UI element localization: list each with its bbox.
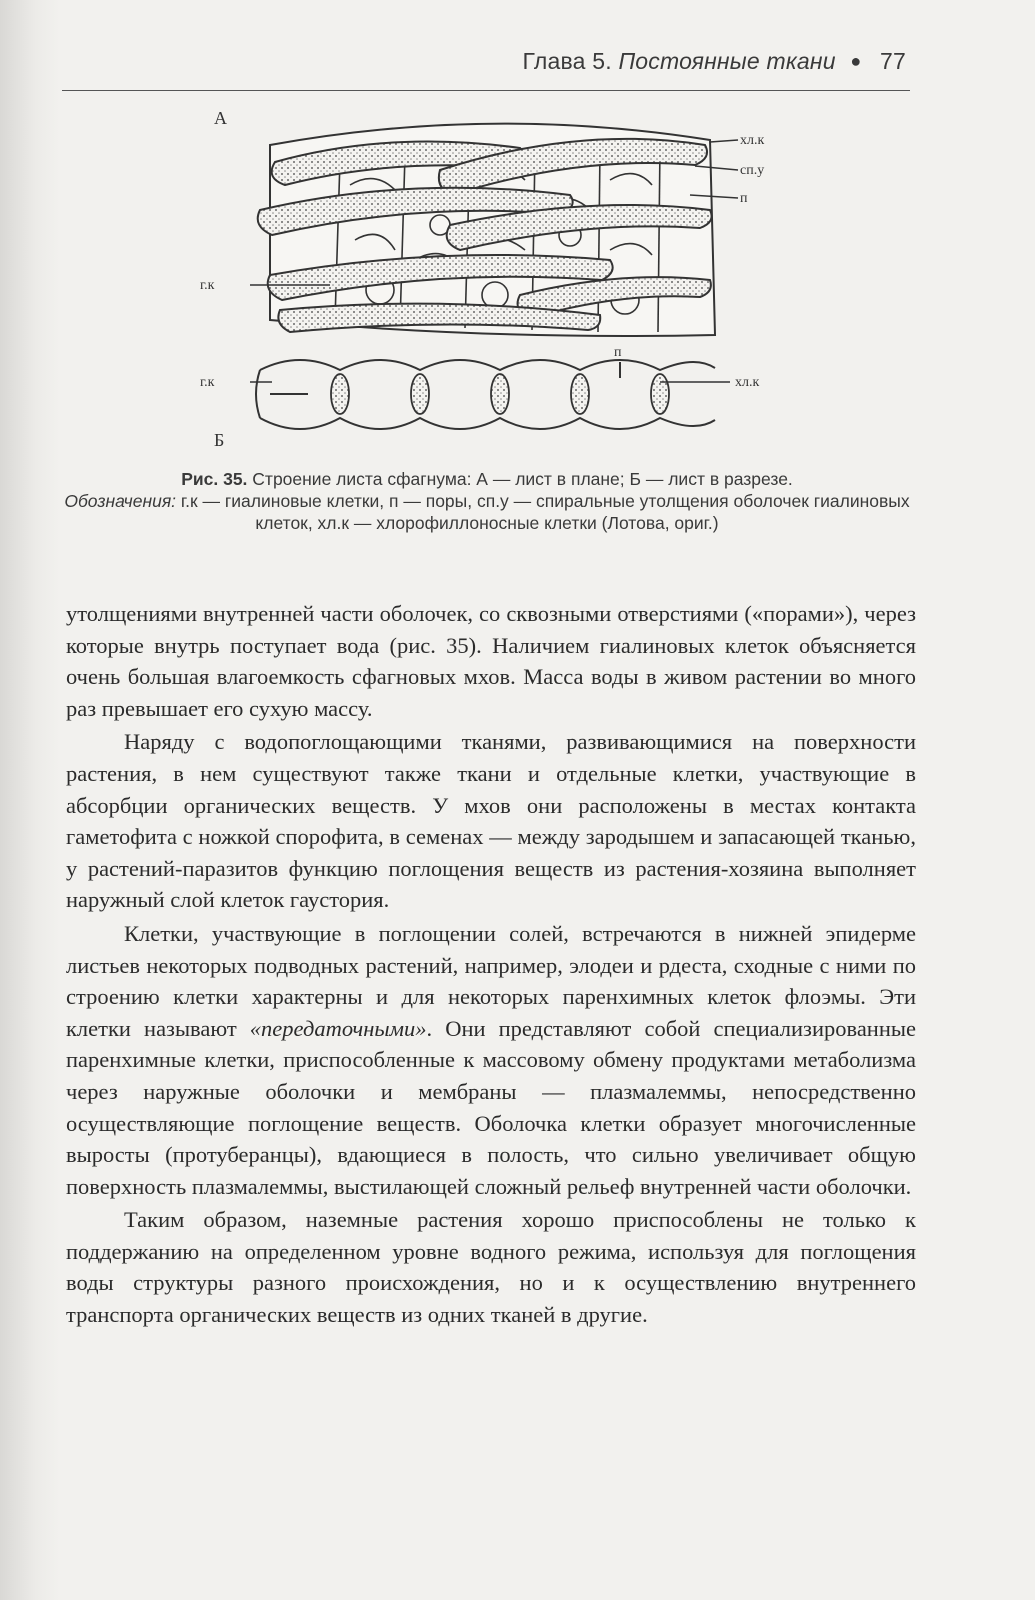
panel-b-label: Б: [214, 430, 225, 450]
callout-hlk-b: хл.к: [735, 375, 760, 390]
page-gutter-shadow: [0, 0, 60, 1600]
caption-legend-label: Обозначения:: [64, 491, 177, 511]
body-text: [66, 598, 916, 1331]
paragraph-transfer-cells-part1: Клетки, участвующие в поглощении солей, встречаются в нижней эпидерме листьев некоторых подводных растений, например, элодеи и рдеста, сходные с ними по строению клетки характерны и для некоторых паренхимных клеток флоэмы. Эти клетки называют: [66, 920, 916, 1041]
running-head: [523, 48, 906, 75]
paragraph-transfer-cells: [66, 918, 916, 1202]
callout-p-b: п: [614, 345, 622, 360]
bullet-separator: ●: [850, 51, 862, 71]
page-header: [62, 48, 910, 91]
page-number: 77: [880, 48, 906, 74]
paragraph-conclusion: Таким образом, наземные растения хорошо приспособлены не только к поддержанию на определенном уровне водного режима, используя для поглощения воды структуры разного происхождения, но и к осуществлению внутреннего транспорта органических веществ из одних тканей в другие.: [66, 1207, 916, 1328]
panel-b-cross-section: [256, 360, 715, 429]
callout-p-a: п: [740, 191, 748, 206]
paragraph-transfer-cells-part2: . Они представляют собой специализированные паренхимные клетки, приспособленные к массовому обмену продуктами метаболизма через наружные оболочки и мембраны — плазмалеммы, непосредственно осуществляющие поглощение веществ. Оболочка клетки образует многочисленные выросты (протуберанцы), вдающиеся в полость, что сильно увеличивает общую поверхность плазмалеммы, выстилающей сложный рельеф внутренней части оболочки.: [66, 1015, 916, 1199]
panel-a-plan-view: [258, 124, 715, 336]
caption-title-line: [62, 468, 912, 490]
paragraph-continued: утолщениями внутренней части оболочек, со сквозными отверстиями («порами»), через которые внутрь поступает вода (рис. 35). Наличием гиалиновых клеток объясняется очень большая влагоемкость сфагновых мхов. Масса воды в живом растении во много раз превышает его сухую массу.: [66, 601, 916, 721]
paragraph-absorption-tissues: Наряду с водопоглощающими тканями, развивающимися на поверхности растения, в нем существуют также ткани и отдельные клетки, участвующие в абсорбции органических веществ. У мхов они расположены в местах контакта гаметофита с ножкой спорофита, в семенах — между зародышем и запасающей тканью, у растений-паразитов функцию поглощения веществ из растения-хозяина выполняет наружный слой клеток гаустория.: [66, 729, 916, 913]
chapter-title: Постоянные ткани: [618, 48, 836, 74]
term-transfer-cells: «передаточными»: [249, 1015, 427, 1041]
caption-title: Строение листа сфагнума: А — лист в плане; Б — лист в разрезе.: [252, 469, 793, 489]
callout-gk-b: г.к: [200, 375, 215, 390]
callout-hlk-a: хл.к: [740, 133, 765, 148]
chapter-number: Глава 5.: [522, 48, 612, 74]
caption-label: Рис. 35.: [181, 469, 248, 489]
sphagnum-leaf-drawing: [190, 100, 790, 460]
figure-35: [190, 100, 790, 460]
caption-legend-text: г.к — гиалиновые клетки, п — поры, сп.у — спиральные утолщения оболочек гиалиновых клеток, хл.к — хлорофиллоносные клетки (Лотова, ориг.): [180, 491, 910, 533]
panel-a-label: А: [214, 108, 227, 128]
figure-caption: [62, 468, 912, 534]
callout-gk-a: г.к: [200, 278, 215, 293]
caption-legend-line: [62, 490, 912, 534]
callout-spu: сп.у: [740, 163, 765, 178]
